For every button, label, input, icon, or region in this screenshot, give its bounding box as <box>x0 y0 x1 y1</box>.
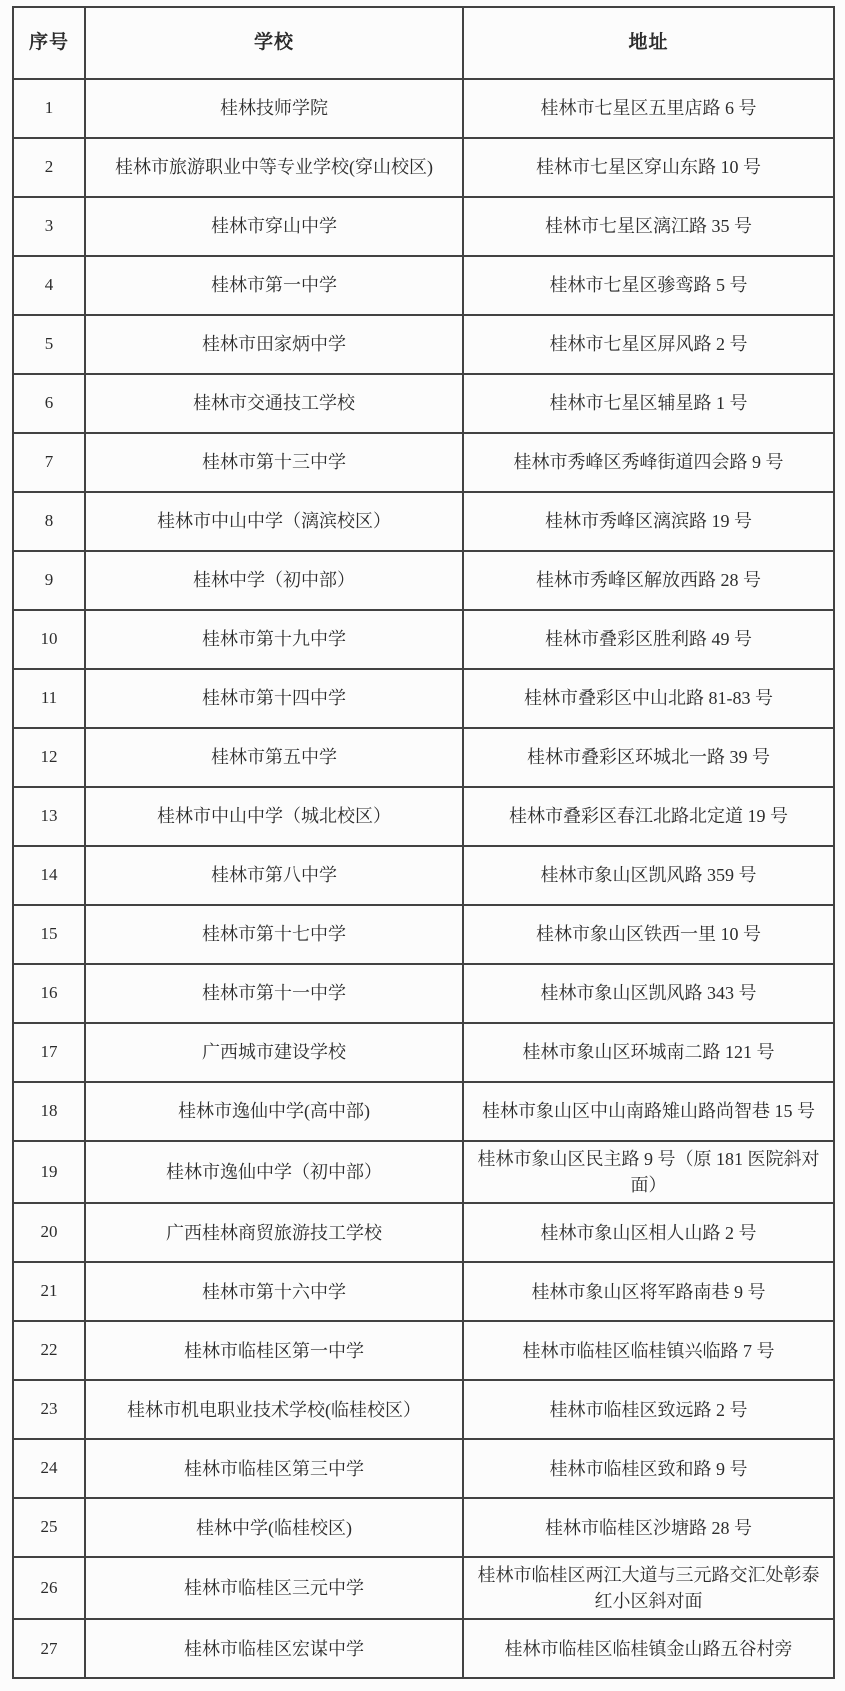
table-row <box>13 1321 834 1380</box>
address-cell: 桂林市临桂区两江大道与三元路交汇处彰泰红小区斜对面 <box>463 1557 834 1619</box>
school-cell: 桂林市穿山中学 <box>85 197 463 256</box>
row-number-cell: 17 <box>13 1023 85 1082</box>
row-number-cell: 1 <box>13 79 85 138</box>
school-cell: 桂林市机电职业技术学校(临桂校区） <box>85 1380 463 1439</box>
row-number-cell: 23 <box>13 1380 85 1439</box>
school-cell: 桂林中学(临桂校区) <box>85 1498 463 1557</box>
school-cell: 桂林市临桂区第三中学 <box>85 1439 463 1498</box>
address-cell: 桂林市叠彩区中山北路 81-83 号 <box>463 669 834 728</box>
table-body <box>13 79 834 1678</box>
address-cell: 桂林市七星区穿山东路 10 号 <box>463 138 834 197</box>
row-number-cell: 27 <box>13 1619 85 1678</box>
row-number-cell: 3 <box>13 197 85 256</box>
table-row <box>13 1439 834 1498</box>
school-cell: 桂林市第十六中学 <box>85 1262 463 1321</box>
table-row <box>13 1262 834 1321</box>
row-number-cell: 21 <box>13 1262 85 1321</box>
address-cell: 桂林市象山区环城南二路 121 号 <box>463 1023 834 1082</box>
table-row <box>13 1203 834 1262</box>
address-cell: 桂林市象山区铁西一里 10 号 <box>463 905 834 964</box>
row-number-cell: 10 <box>13 610 85 669</box>
address-cell: 桂林市象山区凯风路 343 号 <box>463 964 834 1023</box>
row-number-cell: 24 <box>13 1439 85 1498</box>
school-cell: 桂林市临桂区第一中学 <box>85 1321 463 1380</box>
table-row <box>13 1380 834 1439</box>
address-cell: 桂林市临桂区临桂镇兴临路 7 号 <box>463 1321 834 1380</box>
row-number-cell: 2 <box>13 138 85 197</box>
row-number-cell: 7 <box>13 433 85 492</box>
table-row <box>13 197 834 256</box>
row-number-cell: 8 <box>13 492 85 551</box>
row-number-cell: 26 <box>13 1557 85 1619</box>
row-number-cell: 16 <box>13 964 85 1023</box>
table-row <box>13 905 834 964</box>
address-cell: 桂林市象山区相人山路 2 号 <box>463 1203 834 1262</box>
address-cell: 桂林市象山区将军路南巷 9 号 <box>463 1262 834 1321</box>
header-row <box>13 7 834 79</box>
address-cell: 桂林市临桂区致远路 2 号 <box>463 1380 834 1439</box>
school-cell: 桂林市第十一中学 <box>85 964 463 1023</box>
table-row <box>13 1082 834 1141</box>
table-row <box>13 256 834 315</box>
address-cell: 桂林市象山区中山南路雉山路尚智巷 15 号 <box>463 1082 834 1141</box>
table-row <box>13 551 834 610</box>
header-school: 学校 <box>85 7 463 79</box>
row-number-cell: 4 <box>13 256 85 315</box>
table-row <box>13 728 834 787</box>
table-row <box>13 846 834 905</box>
row-number-cell: 15 <box>13 905 85 964</box>
table-row <box>13 315 834 374</box>
school-cell: 桂林市第十九中学 <box>85 610 463 669</box>
address-cell: 桂林市秀峰区秀峰街道四会路 9 号 <box>463 433 834 492</box>
table-row <box>13 1557 834 1619</box>
row-number-cell: 13 <box>13 787 85 846</box>
school-cell: 桂林市第十三中学 <box>85 433 463 492</box>
table-row <box>13 492 834 551</box>
address-cell: 桂林市七星区屏风路 2 号 <box>463 315 834 374</box>
address-cell: 桂林市临桂区临桂镇金山路五谷村旁 <box>463 1619 834 1678</box>
row-number-cell: 20 <box>13 1203 85 1262</box>
school-cell: 桂林市交通技工学校 <box>85 374 463 433</box>
school-cell: 桂林市中山中学（漓滨校区） <box>85 492 463 551</box>
school-cell: 桂林技师学院 <box>85 79 463 138</box>
row-number-cell: 22 <box>13 1321 85 1380</box>
school-cell: 桂林市第八中学 <box>85 846 463 905</box>
table-row <box>13 1619 834 1678</box>
address-cell: 桂林市七星区五里店路 6 号 <box>463 79 834 138</box>
row-number-cell: 19 <box>13 1141 85 1203</box>
table-row <box>13 1141 834 1203</box>
row-number-cell: 5 <box>13 315 85 374</box>
address-cell: 桂林市象山区凯风路 359 号 <box>463 846 834 905</box>
row-number-cell: 11 <box>13 669 85 728</box>
table-row <box>13 964 834 1023</box>
row-number-cell: 14 <box>13 846 85 905</box>
school-cell: 桂林市临桂区宏谋中学 <box>85 1619 463 1678</box>
address-cell: 桂林市叠彩区胜利路 49 号 <box>463 610 834 669</box>
header-number: 序号 <box>13 7 85 79</box>
address-cell: 桂林市七星区骖鸾路 5 号 <box>463 256 834 315</box>
table-row <box>13 1498 834 1557</box>
school-address-table <box>12 6 835 1679</box>
row-number-cell: 9 <box>13 551 85 610</box>
table-header <box>13 7 834 79</box>
school-cell: 桂林市第十四中学 <box>85 669 463 728</box>
school-cell: 桂林市第五中学 <box>85 728 463 787</box>
table-row <box>13 433 834 492</box>
table-row <box>13 610 834 669</box>
address-cell: 桂林市临桂区沙塘路 28 号 <box>463 1498 834 1557</box>
school-cell: 桂林中学（初中部） <box>85 551 463 610</box>
row-number-cell: 6 <box>13 374 85 433</box>
table-row <box>13 669 834 728</box>
table-row <box>13 79 834 138</box>
address-cell: 桂林市秀峰区漓滨路 19 号 <box>463 492 834 551</box>
table-row <box>13 374 834 433</box>
school-cell: 广西桂林商贸旅游技工学校 <box>85 1203 463 1262</box>
school-cell: 桂林市逸仙中学(高中部) <box>85 1082 463 1141</box>
table-row <box>13 787 834 846</box>
row-number-cell: 12 <box>13 728 85 787</box>
address-cell: 桂林市叠彩区春江北路北定道 19 号 <box>463 787 834 846</box>
table-row <box>13 138 834 197</box>
school-cell: 广西城市建设学校 <box>85 1023 463 1082</box>
school-cell: 桂林市第一中学 <box>85 256 463 315</box>
school-cell: 桂林市中山中学（城北校区） <box>85 787 463 846</box>
table-row <box>13 1023 834 1082</box>
header-address: 地址 <box>463 7 834 79</box>
address-cell: 桂林市象山区民主路 9 号（原 181 医院斜对面） <box>463 1141 834 1203</box>
address-cell: 桂林市七星区漓江路 35 号 <box>463 197 834 256</box>
school-cell: 桂林市第十七中学 <box>85 905 463 964</box>
address-cell: 桂林市临桂区致和路 9 号 <box>463 1439 834 1498</box>
row-number-cell: 25 <box>13 1498 85 1557</box>
school-cell: 桂林市逸仙中学（初中部） <box>85 1141 463 1203</box>
row-number-cell: 18 <box>13 1082 85 1141</box>
address-cell: 桂林市叠彩区环城北一路 39 号 <box>463 728 834 787</box>
address-cell: 桂林市秀峰区解放西路 28 号 <box>463 551 834 610</box>
address-cell: 桂林市七星区辅星路 1 号 <box>463 374 834 433</box>
school-cell: 桂林市临桂区三元中学 <box>85 1557 463 1619</box>
school-cell: 桂林市旅游职业中等专业学校(穿山校区) <box>85 138 463 197</box>
school-cell: 桂林市田家炳中学 <box>85 315 463 374</box>
